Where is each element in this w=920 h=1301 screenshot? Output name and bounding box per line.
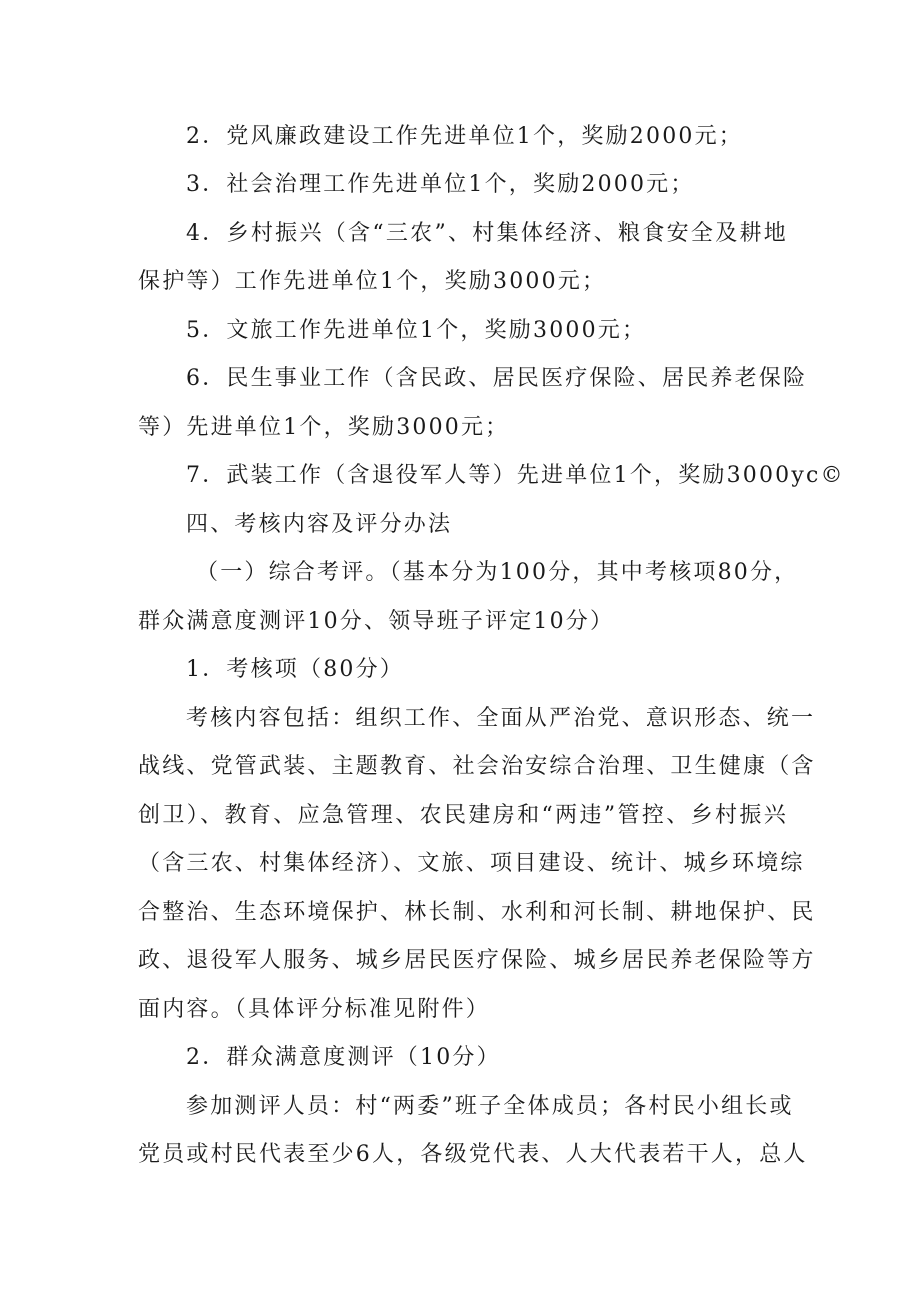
assessment-item-heading: 1．考核项（80分）	[186, 657, 404, 682]
subsection-heading-1-line-2: 群众满意度测评10分、领导班子评定10分）	[138, 609, 615, 634]
assessment-content-line-3: 创卫）、教育、应急管理、农民建房和“两违”管控、乡村振兴	[138, 803, 788, 828]
subsection-heading-1-line-1: （一）综合考评。（基本分为100分，其中考核项80分，	[196, 560, 799, 585]
survey-participants-line-1: 参加测评人员：村“两委”班子全体成员；各村民小组长或	[186, 1094, 794, 1119]
survey-participants-line-2: 党员或村民代表至少6人，各级党代表、人大代表若干人，总人	[138, 1142, 808, 1167]
section-heading-4: 四、考核内容及评分办法	[186, 512, 453, 537]
award-item-6-line-1: 6．民生事业工作（含民政、居民医疗保险、居民养老保险	[186, 366, 808, 391]
award-item-6-line-2: 等）先进单位1个，奖励3000元；	[138, 415, 510, 440]
award-item-2: 2．党风廉政建设工作先进单位1个，奖励2000元；	[186, 124, 743, 149]
assessment-content-line-2: 战线、党管武装、主题教育、社会治安综合治理、卫生健康（含	[138, 754, 816, 779]
satisfaction-survey-heading: 2．群众满意度测评（10分）	[186, 1045, 501, 1070]
award-item-5: 5．文旅工作先进单位1个，奖励3000元；	[186, 318, 647, 343]
assessment-content-line-5: 合整治、生态环境保护、林长制、水利和河长制、耕地保护、民	[138, 900, 816, 925]
award-item-4-line-1: 4．乡村振兴（含“三农”、村集体经济、粮食安全及耕地	[186, 221, 788, 246]
award-item-7: 7．武装工作（含退役军人等）先进单位1个，奖励3000yc©	[186, 463, 845, 488]
assessment-content-line-6: 政、退役军人服务、城乡居民医疗保险、城乡居民养老保险等方	[138, 948, 816, 973]
award-item-4-line-2: 保护等）工作先进单位1个，奖励3000元；	[138, 269, 607, 294]
assessment-content-line-4: （含三农、村集体经济）、文旅、项目建设、统计、城乡环境综	[138, 851, 805, 876]
award-item-3: 3．社会治理工作先进单位1个，奖励2000元；	[186, 172, 695, 197]
assessment-content-line-7: 面内容。（具体评分标准见附件）	[138, 997, 491, 1022]
assessment-content-line-1: 考核内容包括：组织工作、全面从严治党、意识形态、统一	[186, 706, 816, 731]
